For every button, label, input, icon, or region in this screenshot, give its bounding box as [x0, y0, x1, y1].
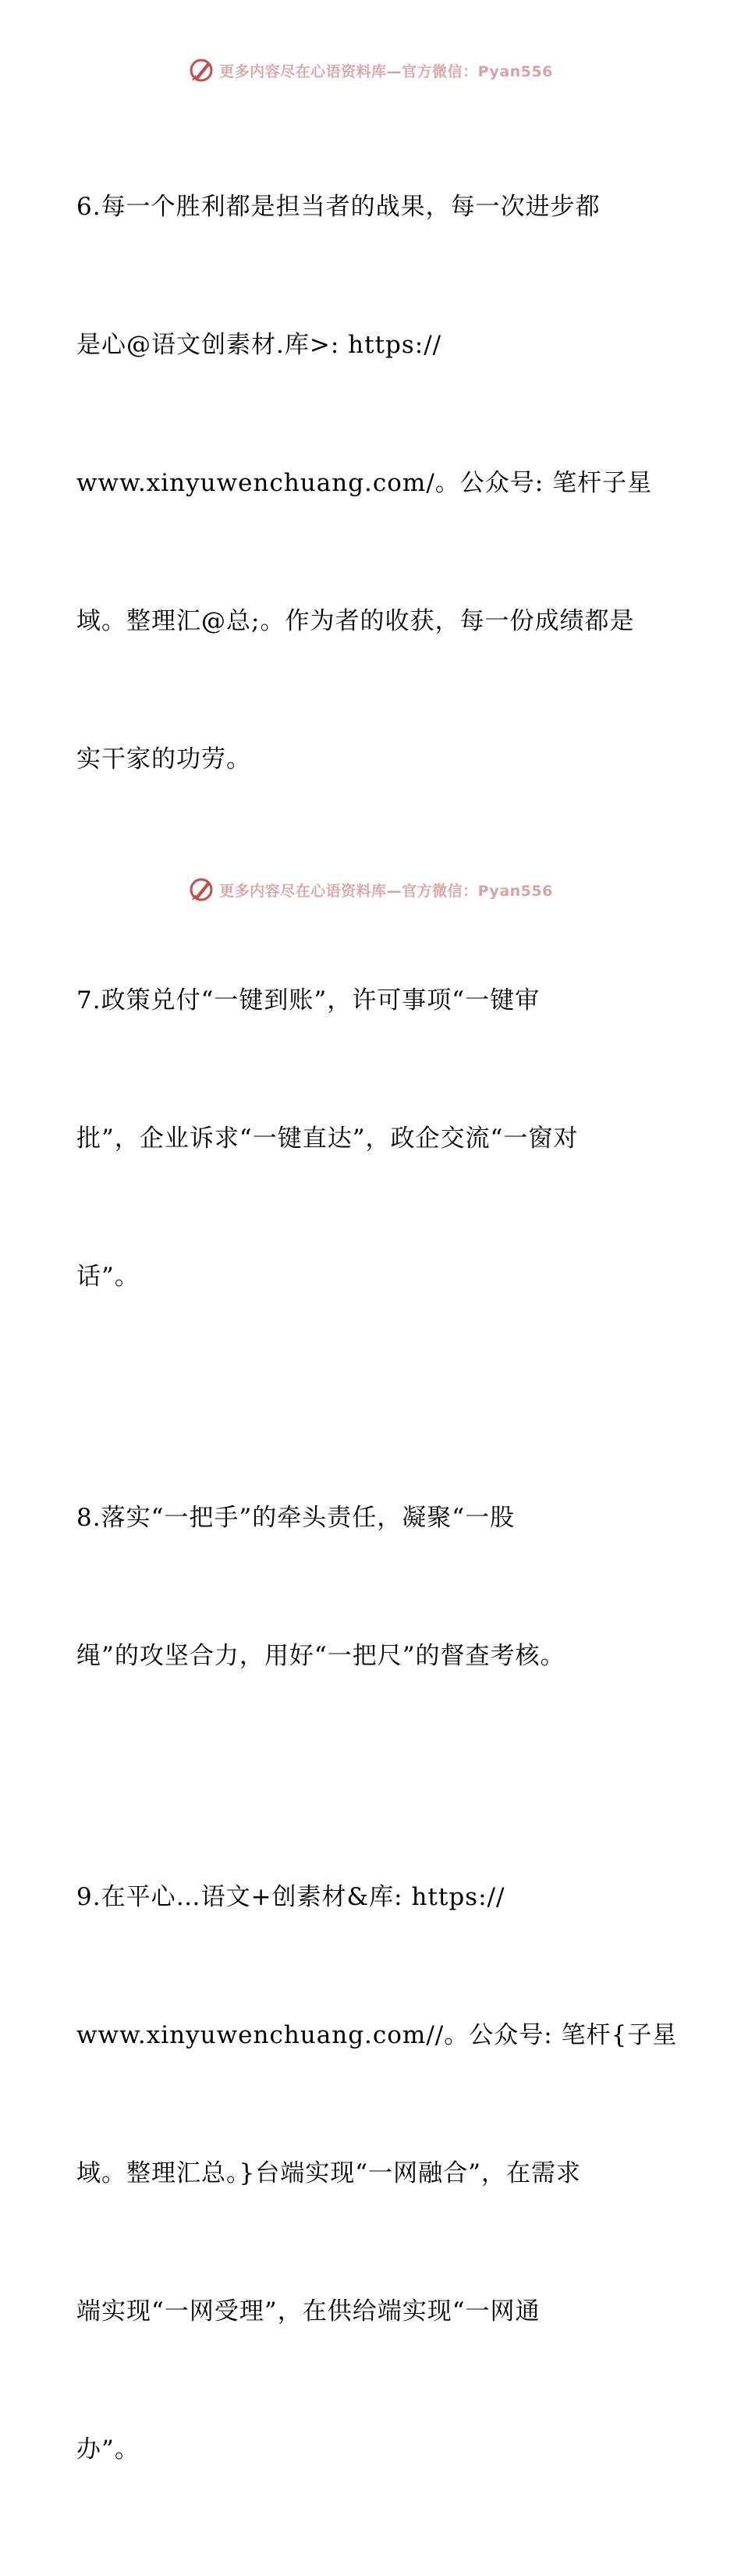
text-line: 端实现“一网受理”，在供给端实现“一网通 — [76, 2297, 541, 2326]
text-line: 办”。 — [76, 2436, 140, 2464]
watermark-text: 更多内容尽在心语资料库—官方微信：Pyan556 — [219, 882, 553, 900]
text-line: 域。整理汇总。}台端实现“一网融合”，在需求 — [76, 2159, 581, 2187]
text-line: 绳”的攻坚合力，用好“一把尺”的督查考核。 — [76, 1642, 566, 1670]
text-line: www.xinyuwenchuang.com//。公众号: 笔杆{子星 — [76, 2021, 678, 2049]
paragraph-9 — [76, 1782, 678, 2565]
document-body — [76, 92, 678, 2576]
text-line: 7.政策兑付“一键到账”，许可事项“一键审 — [76, 986, 541, 1014]
text-line: 域。整理汇@总;。作为者的收获，每一份成绩都是 — [76, 607, 635, 635]
text-line: 批”，企业诉求“一键直达”，政企交流“一窗对 — [76, 1125, 579, 1153]
quill-logo-icon — [188, 876, 214, 903]
paragraph-6 — [76, 92, 669, 875]
quill-logo-icon — [188, 57, 214, 83]
text-line: 实干家的功劳。 — [76, 745, 251, 773]
text-line: 9.在平心…语文+创素材&库: https:// — [76, 1883, 505, 1911]
watermark-text: 更多内容尽在心语资料库—官方微信：Pyan556 — [219, 62, 553, 80]
text-line: www.xinyuwenchuang.com/。公众号: 笔杆子星 — [76, 469, 653, 497]
header-watermark-banner — [0, 55, 741, 86]
text-line: 是心@语文创素材.库>: https:// — [76, 331, 442, 359]
text-line: 8.落实“一把手”的牵头责任，凝聚“一股 — [76, 1504, 516, 1532]
text-line: 话”。 — [76, 1263, 140, 1291]
paragraph-7 — [76, 886, 669, 1392]
text-line: 6.每一个胜利都是担当者的战果，每一次进步都 — [76, 193, 601, 221]
paragraph-8 — [76, 1403, 669, 1771]
footer-watermark-banner — [0, 874, 741, 905]
